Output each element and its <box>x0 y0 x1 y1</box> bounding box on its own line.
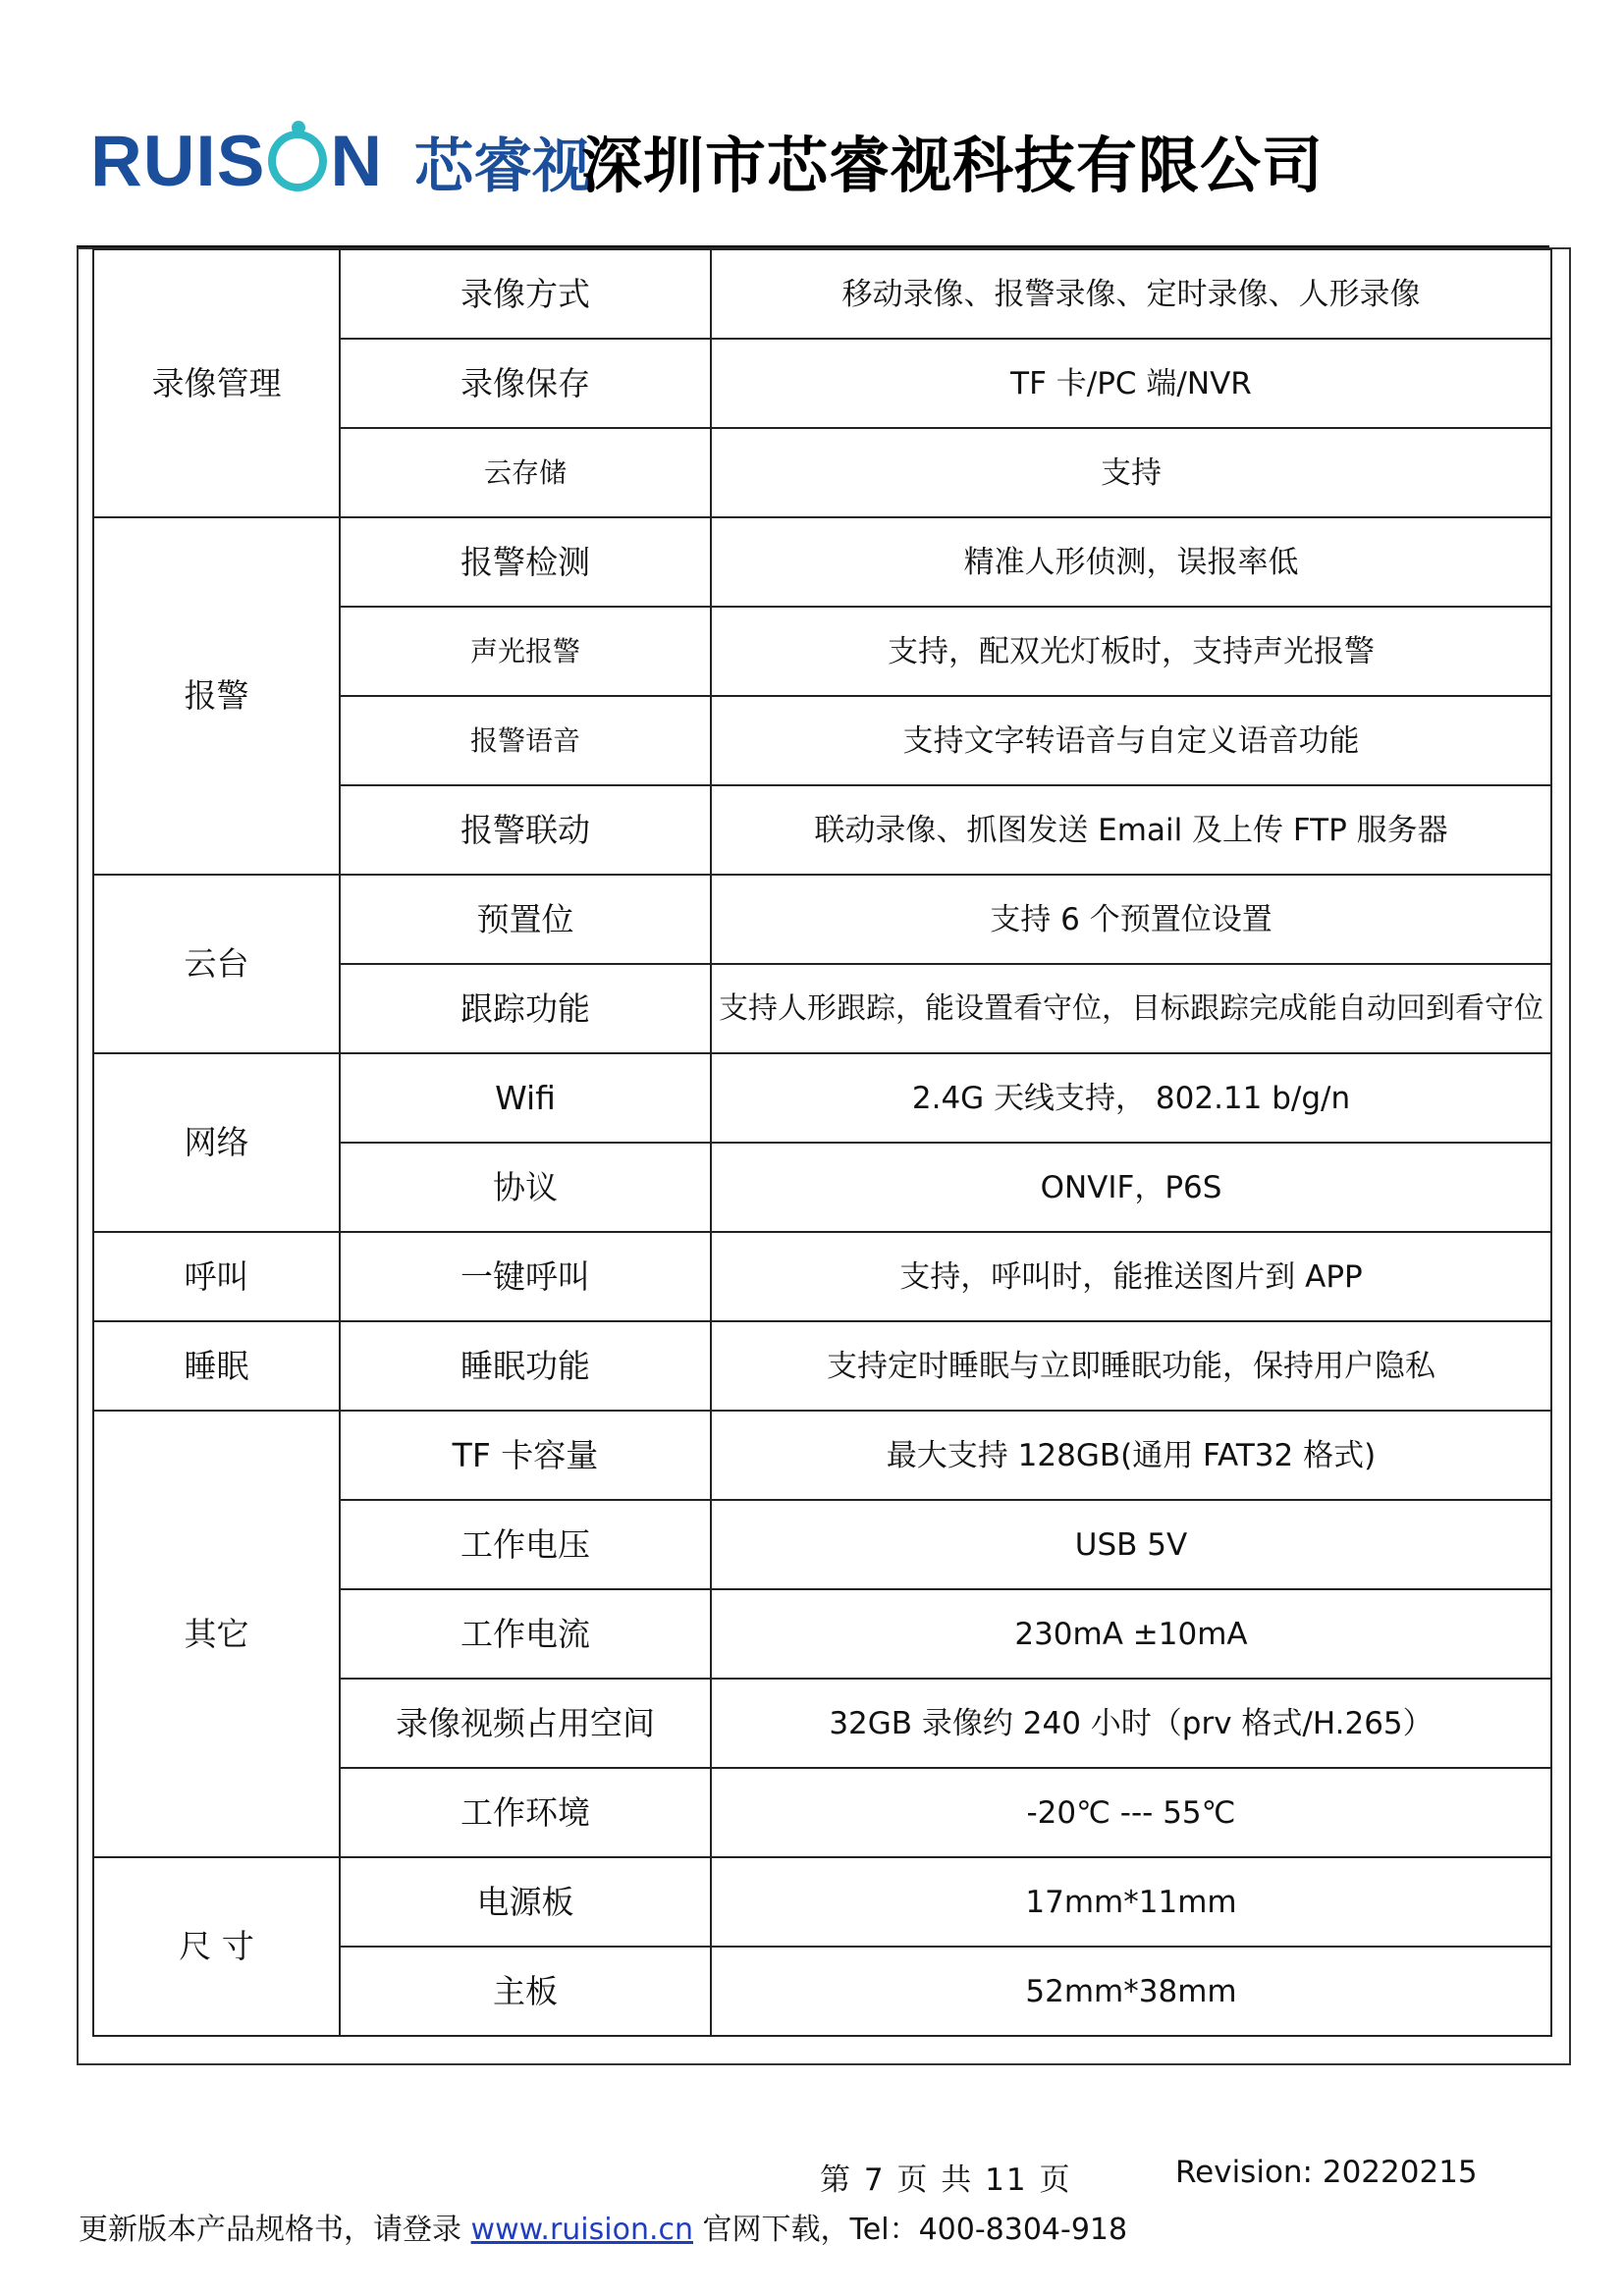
item-cell: 报警语音 <box>340 696 711 785</box>
value-cell: 支持文字转语音与自定义语音功能 <box>711 696 1551 785</box>
value-cell: 联动录像、抓图发送 Email 及上传 FTP 服务器 <box>711 785 1551 875</box>
footer-notice <box>79 2205 1127 2248</box>
page-number: 第 7 页 共 11 页 <box>820 2163 1072 2198</box>
value-cell: 支持，呼叫时，能推送图片到 APP <box>711 1232 1551 1321</box>
value-cell: 最大支持 128GB(通用 FAT32 格式) <box>711 1411 1551 1500</box>
item-cell: 预置位 <box>340 875 711 964</box>
item-cell: 协议 <box>340 1143 711 1232</box>
table-row <box>93 1857 1551 1947</box>
category-cell: 睡眠 <box>93 1321 340 1411</box>
value-cell: -20℃ --- 55℃ <box>711 1768 1551 1857</box>
value-cell: 支持人形跟踪，能设置看守位，目标跟踪完成能自动回到看守位 <box>711 964 1551 1053</box>
category-cell: 尺 寸 <box>93 1857 340 2036</box>
item-cell: 工作电压 <box>340 1500 711 1589</box>
category-cell: 其它 <box>93 1411 340 1857</box>
value-cell: 17mm*11mm <box>711 1857 1551 1947</box>
value-cell: 支持 <box>711 428 1551 517</box>
item-cell: 录像保存 <box>340 339 711 428</box>
value-cell: 支持 6 个预置位设置 <box>711 875 1551 964</box>
value-cell: 精准人形侦测，误报率低 <box>711 517 1551 607</box>
logo-text-left: RUIS <box>90 122 266 201</box>
footer-notice-prefix: 更新版本产品规格书，请登录 <box>79 2213 461 2247</box>
table-row <box>93 1232 1551 1321</box>
table-row <box>93 1321 1551 1411</box>
revision-label: Revision: 20220215 <box>1175 2155 1478 2190</box>
category-cell: 网络 <box>93 1053 340 1232</box>
category-cell: 报警 <box>93 517 340 875</box>
value-cell: 32GB 录像约 240 小时（prv 格式/H.265） <box>711 1679 1551 1768</box>
spec-table <box>92 248 1552 2037</box>
item-cell: 工作电流 <box>340 1589 711 1679</box>
item-cell: 声光报警 <box>340 607 711 696</box>
document-header <box>90 103 1563 231</box>
item-cell: 录像方式 <box>340 249 711 339</box>
item-cell: 云存储 <box>340 428 711 517</box>
item-cell: 工作环境 <box>340 1768 711 1857</box>
website-link[interactable]: www.ruision.cn <box>470 2213 693 2247</box>
item-cell: 一键呼叫 <box>340 1232 711 1321</box>
table-row <box>93 249 1551 339</box>
item-cell: 报警检测 <box>340 517 711 607</box>
item-cell: Wifi <box>340 1053 711 1143</box>
value-cell: ONVIF，P6S <box>711 1143 1551 1232</box>
table-row <box>93 1053 1551 1143</box>
value-cell: TF 卡/PC 端/NVR <box>711 339 1551 428</box>
logo-text-right: N <box>330 122 384 201</box>
company-name: 深圳市芯睿视科技有限公司 <box>581 130 1325 201</box>
value-cell: USB 5V <box>711 1500 1551 1589</box>
value-cell: 2.4G 天线支持， 802.11 b/g/n <box>711 1053 1551 1143</box>
category-cell: 呼叫 <box>93 1232 340 1321</box>
item-cell: 跟踪功能 <box>340 964 711 1053</box>
table-row <box>93 517 1551 607</box>
item-cell: 录像视频占用空间 <box>340 1679 711 1768</box>
ruision-logo <box>90 123 383 201</box>
item-cell: 电源板 <box>340 1857 711 1947</box>
value-cell: 支持定时睡眠与立即睡眠功能，保持用户隐私 <box>711 1321 1551 1411</box>
brand-name-cn: 芯睿视 <box>414 133 591 201</box>
value-cell: 移动录像、报警录像、定时录像、人形录像 <box>711 249 1551 339</box>
value-cell: 230mA ±10mA <box>711 1589 1551 1679</box>
footer-notice-suffix: 官网下载，Tel：400-8304-918 <box>702 2213 1128 2247</box>
item-cell: 睡眠功能 <box>340 1321 711 1411</box>
item-cell: 主板 <box>340 1947 711 2036</box>
category-cell: 云台 <box>93 875 340 1053</box>
logo-ring-icon <box>268 131 327 191</box>
table-row <box>93 875 1551 964</box>
category-cell: 录像管理 <box>93 249 340 517</box>
item-cell: 报警联动 <box>340 785 711 875</box>
table-row <box>93 1411 1551 1500</box>
value-cell: 52mm*38mm <box>711 1947 1551 2036</box>
value-cell: 支持，配双光灯板时，支持声光报警 <box>711 607 1551 696</box>
item-cell: TF 卡容量 <box>340 1411 711 1500</box>
